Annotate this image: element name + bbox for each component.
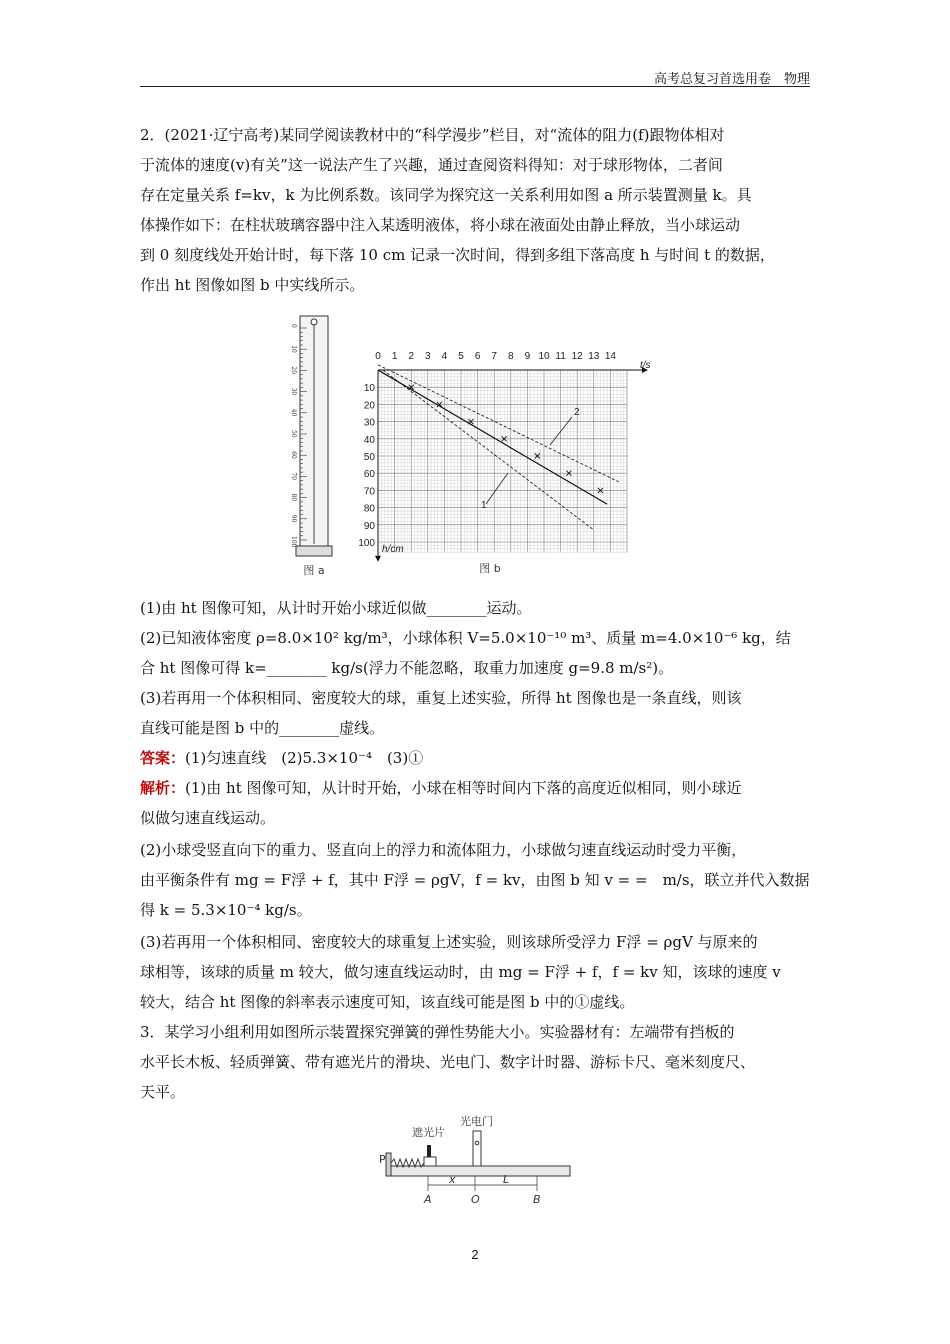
answer-label: 答案：	[140, 749, 186, 767]
x-tick-label: 4	[441, 351, 448, 362]
figure-b-chart	[350, 345, 662, 580]
ball-icon	[311, 319, 317, 325]
x-tick-label: 2	[408, 351, 414, 362]
line-1-pointer	[486, 473, 508, 504]
cylinder-tick-label: 100	[290, 536, 297, 548]
x-tick-label: 11	[555, 351, 566, 362]
label-L: L	[503, 1173, 510, 1186]
answer-line	[140, 743, 812, 773]
stop-plate	[386, 1153, 391, 1176]
photogate-sensor-icon	[475, 1141, 479, 1145]
y-tick-label: 80	[363, 503, 375, 515]
series-dashed-line-2	[378, 365, 619, 482]
q2-line-2: 于流体的速度(v)有关”这一说法产生了兴趣，通过查阅资料得知：对于球形物体，二者间	[140, 156, 723, 174]
chart-series	[378, 365, 619, 530]
x-tick-label: 7	[491, 351, 497, 362]
q3-line-2: 水平长木板、轻质弹簧、带有遮光片的滑块、光电门、数字计时器、游标卡尺、毫米刻度尺、	[140, 1053, 756, 1071]
x-tick-label: 6	[474, 351, 481, 362]
cylinder-tick-label: 50	[290, 430, 297, 438]
line-2-label: 2	[574, 407, 580, 418]
cylinder-tick-label: 0	[290, 324, 297, 328]
analysis-line-7: 球相等，该球的质量 m 较大，做匀速直线运动时，由 mg = F浮 + f，f = kv 知，该球的速度 v	[140, 963, 781, 981]
cylinder-tick-label: 20	[290, 366, 297, 375]
label-P: P	[379, 1153, 386, 1166]
x-tick-label: 8	[508, 351, 514, 362]
label-shield: 遮光片	[412, 1126, 445, 1139]
photogate	[473, 1131, 481, 1166]
cylinder-tick-label: 80	[290, 493, 297, 502]
line-2-pointer	[550, 417, 572, 445]
y-tick-label: 90	[363, 520, 375, 532]
q2-line-5: 到 0 刻度线处开始计时，每下落 10 cm 记录一次时间，得到多组下落高度 h 与时间 t 的数据，	[140, 246, 775, 264]
cylinder-tick-label: 10	[290, 345, 297, 353]
x-tick-label: 0	[375, 351, 381, 362]
cylinder-tick-label: 30	[290, 387, 297, 396]
figure-3-apparatus	[372, 1113, 578, 1209]
analysis-label: 解析：	[140, 779, 186, 797]
analysis-line-8: 较大，结合 ht 图像的斜率表示速度可知，该直线可能是图 b 中的①虚线。	[140, 993, 635, 1011]
page-number: 2	[471, 1247, 479, 1262]
y-tick-label: 100	[358, 538, 375, 549]
x-axis-ticks	[375, 351, 616, 362]
label-x: x	[449, 1173, 456, 1186]
analysis-line-2: 似做匀速直线运动。	[140, 809, 276, 827]
cylinder-tick-label: 60	[290, 451, 297, 459]
y-tick-label: 20	[363, 400, 375, 412]
page-header	[140, 68, 810, 87]
q2-sub-3b: 直线可能是图 b 中的________虚线。	[140, 719, 385, 737]
x-tick-label: 13	[588, 351, 600, 362]
cylinder-tick-label: 70	[290, 472, 297, 481]
y-tick-label: 30	[363, 417, 375, 429]
figure-a-cylinder	[290, 312, 350, 580]
caption-a: 图 a	[303, 564, 325, 577]
y-axis-ticks	[358, 383, 375, 549]
header-text: 高考总复习首选用卷 物理	[653, 72, 810, 87]
q2-sub-2b: 合 ht 图像可得 k=________ kg/s(浮力不能忽略，取重力加速度 g=9.8 m/s²)。	[140, 659, 674, 677]
t-axis-label: t/s	[640, 360, 651, 371]
label-O: O	[471, 1193, 480, 1206]
analysis-text-1: (1)由 ht 图像可知，从计时开始，小球在相等时间内下落的高度近似相同，则小球近	[185, 779, 742, 797]
q2-line-6: 作出 ht 图像如图 b 中实线所示。	[140, 276, 365, 294]
cylinder-tick-label: 90	[290, 514, 297, 523]
x-tick-label: 10	[538, 351, 550, 362]
board	[386, 1166, 570, 1176]
analysis-line-6: (3)若再用一个体积相同、密度较大的球重复上述实验，则该球所受浮力 F浮 = ρgV 与原来的	[140, 933, 758, 951]
cylinder-base	[296, 546, 332, 556]
h-axis-arrow	[375, 556, 381, 562]
q3-line-1: 3．某学习小组利用如图所示装置探究弹簧的弹性势能大小。实验器材有：左端带有挡板的	[140, 1023, 735, 1041]
x-tick-label: 12	[571, 351, 583, 362]
cylinder-tick-label: 40	[290, 408, 297, 417]
analysis-line-3: (2)小球受竖直向下的重力、竖直向上的浮力和流体阻力，小球做匀速直线运动时受力平衡，	[140, 841, 747, 859]
q2-line-4: 体操作如下：在柱状玻璃容器中注入某透明液体，将小球在液面处由静止释放，当小球运动	[140, 216, 741, 234]
y-tick-label: 70	[363, 486, 375, 498]
x-tick-label: 5	[458, 351, 464, 362]
label-gate: 光电门	[460, 1115, 493, 1128]
x-tick-label: 14	[604, 351, 616, 362]
q3-line-3: 天平。	[140, 1083, 186, 1101]
label-A: A	[424, 1193, 432, 1206]
h-axis-label: h/cm	[382, 544, 404, 555]
answer-text: (1)匀速直线 (2)5.3×10⁻⁴ (3)①	[185, 749, 424, 767]
analysis-line-5: 得 k = 5.3×10⁻⁴ kg/s。	[140, 901, 312, 919]
y-tick-label: 40	[363, 434, 375, 446]
label-B: B	[533, 1193, 541, 1206]
q2-sub-3a: (3)若再用一个体积相同、密度较大的球，重复上述实验，所得 ht 图像也是一条直线，则该	[140, 689, 742, 707]
q2-line-3: 存在定量关系 f=kv，k 为比例系数。该同学为探究这一关系利用如图 a 所示装置测量 k。具	[140, 186, 752, 204]
chart-grid	[375, 367, 648, 562]
q2-sub-2a: (2)已知液体密度 ρ=8.0×10² kg/m³，小球体积 V=5.0×10⁻¹⁰ m³、质量 m=4.0×10⁻⁶ kg，结	[140, 629, 791, 647]
y-tick-label: 10	[363, 383, 375, 395]
y-tick-label: 60	[363, 469, 375, 481]
x-tick-label: 1	[391, 351, 398, 362]
line-1-label: 1	[481, 500, 487, 511]
series-solid-line	[378, 370, 607, 504]
shield-plate	[427, 1145, 431, 1157]
x-tick-label: 3	[425, 351, 431, 362]
analysis-line-1	[140, 773, 812, 803]
caption-b: 图 b	[479, 562, 501, 575]
x-tick-label: 9	[524, 351, 531, 362]
y-tick-label: 50	[363, 452, 375, 463]
analysis-line-4: 由平衡条件有 mg = F浮 + f，其中 F浮 = ρgV，f = kv，由图 b 知 v = = m/s，联立并代入数据	[140, 871, 810, 889]
slider-block	[424, 1157, 436, 1166]
q2-line-1: 2．(2021·辽宁高考)某同学阅读教材中的“科学漫步”栏目，对“流体的阻力(f)跟物体相对	[140, 126, 725, 144]
q2-sub-1: (1)由 ht 图像可知，从计时开始小球近似做________运动。	[140, 599, 532, 617]
